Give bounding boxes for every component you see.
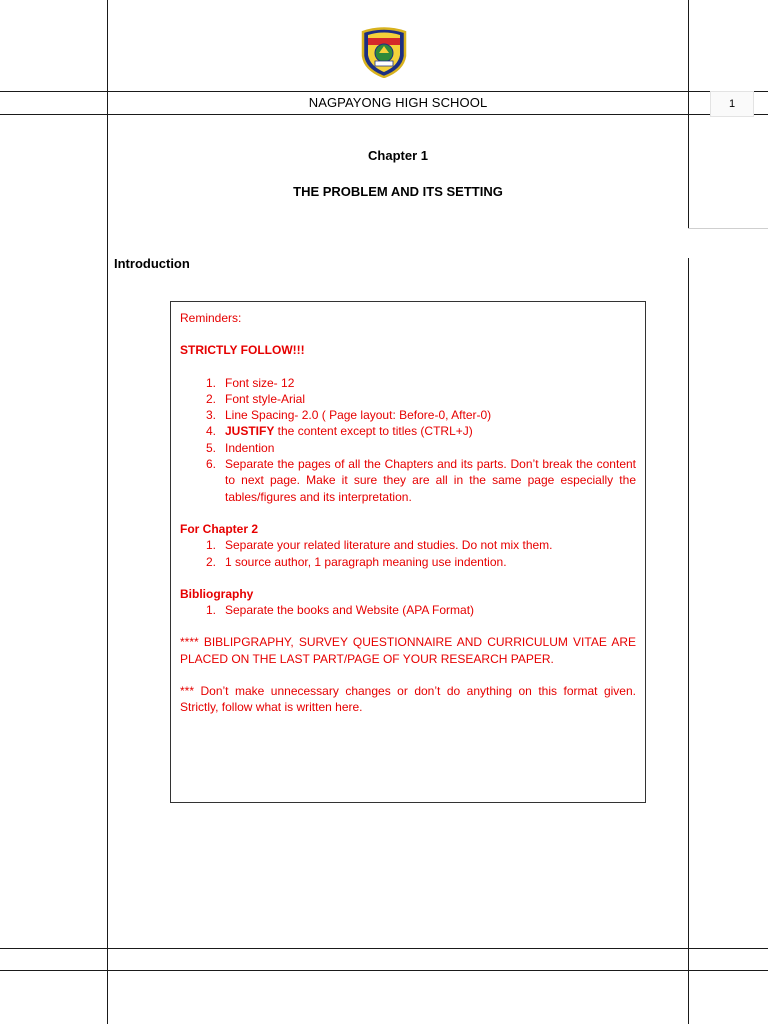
school-name: NAGPAYONG HIGH SCHOOL <box>308 95 488 110</box>
list-item: 2. Font style-Arial <box>205 391 306 406</box>
list-item: 3. Line Spacing- 2.0 ( Page layout: Before-0, After-0) <box>205 408 492 423</box>
footer-line-bottom <box>0 970 768 971</box>
chapter-title: Chapter 1 <box>368 148 428 163</box>
bibliography-heading: Bibliography <box>180 586 254 601</box>
list-item: 5. Indention <box>205 440 275 455</box>
format-warning-note: *** Don’t make unnecessary changes or don’t do anything on this format given. Strictly, follow what is written here. <box>180 684 636 715</box>
chapter2-list <box>180 537 636 570</box>
header-line-top <box>0 91 768 92</box>
list-item: 6. Separate the pages of all the Chapters and its parts. Don’t break the content to next page. Make it sure they are all in the same page especially the tables/figures and its interpretation. <box>205 457 636 504</box>
list-item: 1. Separate the books and Website (APA Format) <box>205 603 475 618</box>
footer-line-top <box>0 948 768 949</box>
header-line-bottom <box>0 114 768 115</box>
list-item: 1. Font size- 12 <box>205 375 295 390</box>
placement-note: **** BIBLIPGRAPHY, SURVEY QUESTIONNAIRE AND CURRICULUM VITAE ARE PLACED ON THE LAST PART/PAGE OF YOUR RESEARCH PAPER. <box>180 635 636 666</box>
chapter-subtitle: THE PROBLEM AND ITS SETTING <box>293 184 503 199</box>
list-item: 1. Separate your related literature and studies. Do not mix them. <box>205 538 553 553</box>
list-item: 2. 1 source author, 1 paragraph meaning use indention. <box>205 554 507 569</box>
bibliography-list <box>180 602 636 618</box>
reminders-label: Reminders: <box>180 311 242 325</box>
page-number: 1 <box>710 91 754 117</box>
strict-list <box>180 375 636 505</box>
right-margin-line-lower <box>688 258 689 1024</box>
section-heading: Introduction <box>114 256 190 271</box>
margin-tab-line <box>688 228 768 229</box>
reminders-box <box>170 301 646 803</box>
school-seal-icon <box>359 26 409 78</box>
strict-heading: STRICTLY FOLLOW!!! <box>180 343 305 358</box>
list-item: 4. JUSTIFY the content except to titles (CTRL+J) <box>205 424 473 439</box>
chapter2-heading: For Chapter 2 <box>180 521 259 536</box>
